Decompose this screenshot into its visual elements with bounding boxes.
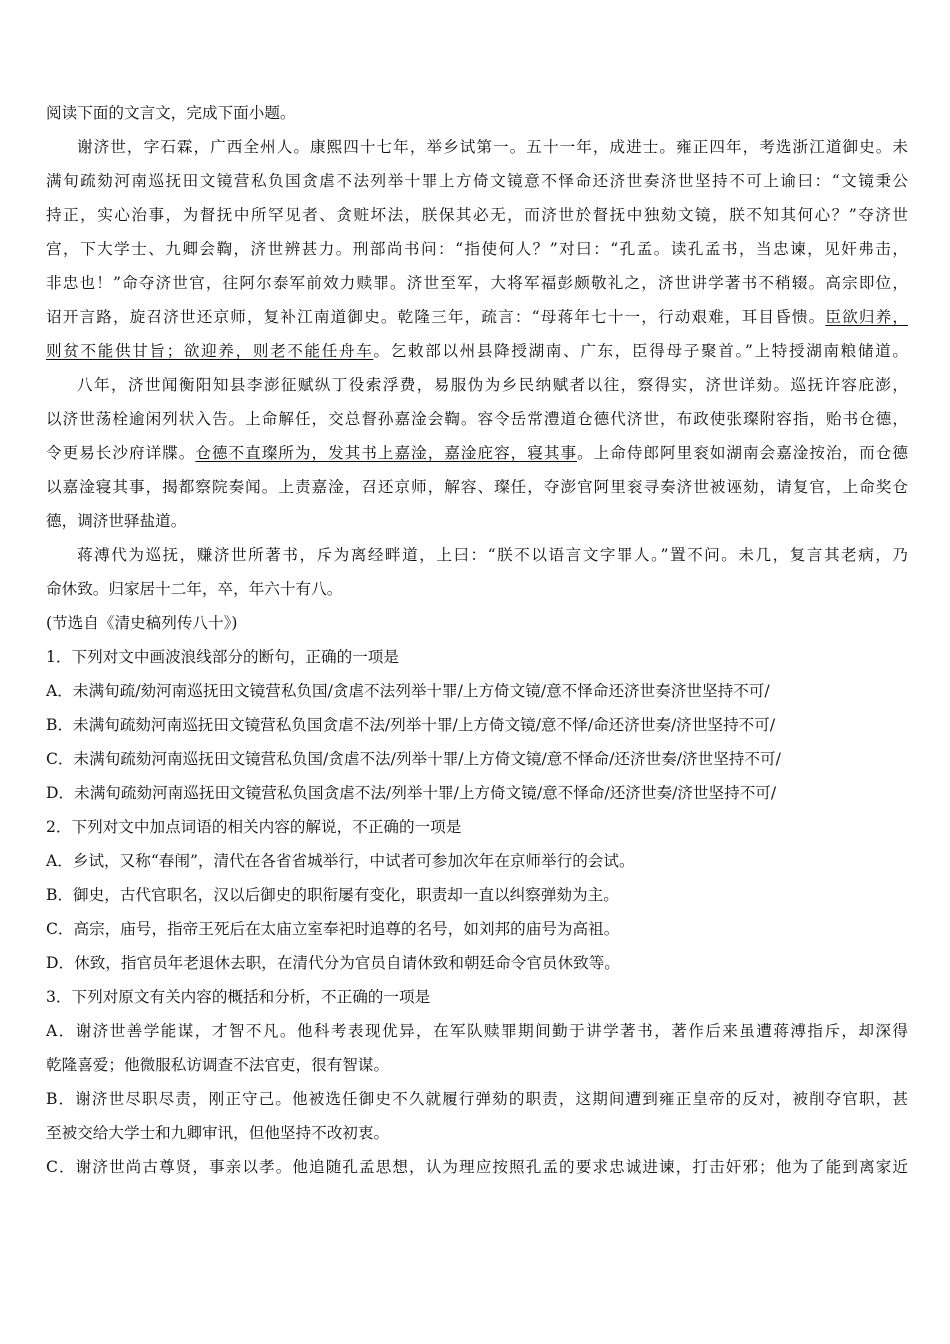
text-line: 命休致。归家居十二年，卒，年六十有八。 (46, 580, 343, 598)
text-segment: 。乞敕部以州县降授湖南、广东，臣得母子聚首。”上特授湖南粮储道。 (373, 342, 908, 360)
question-stem: 2．下列对文中加点词语的相关内容的解说，不正确的一项是 (46, 818, 462, 836)
option-line: 乾隆喜爱；他微服私访调查不法官吏，很有智谋。 (46, 1056, 390, 1074)
text-segment: 令更易长沙府详牒。 (46, 444, 196, 462)
option-c: C．高宗，庙号，指帝王死后在太庙立室奉祀时追尊的名号，如刘邦的庙号为高祖。 (46, 920, 620, 938)
option-line: C．谢济世尚古尊贤，事亲以孝。他追随孔孟思想，认为理应按照孔孟的要求忠诚进谏，打击奸邪；他为了能到离家近 (46, 1158, 908, 1176)
intro-line: 阅读下面的文言文，完成下面小题。 (46, 104, 296, 122)
option-a (46, 1014, 908, 1082)
text-line: 宫，下大学士、九卿会鞫，济世辨甚力。刑部尚书问：“指使何人？”对曰：“孔孟。读孔孟书，当忠谏，见奸弗击， (46, 240, 908, 258)
underlined-sentence: 则贫不能供甘旨；欲迎养，则老不能任舟车 (46, 342, 374, 360)
question-1 (46, 640, 908, 810)
text-line: 非忠也！”命夺济世官，往阿尔泰军前效力赎罪。济世至军，大将军福彭颇敬礼之，济世讲学著书不稍辍。高宗即位， (46, 274, 908, 292)
text-line (46, 300, 908, 334)
option-line: 至被交给大学士和九卿审讯，但他坚持不改初衷。 (46, 1124, 390, 1142)
question-3 (46, 980, 908, 1184)
passage-paragraph-3 (46, 538, 908, 606)
text-line: 满旬疏劾河南巡抚田文镜营私负国贪虐不法列举十罪上方倚文镜意不怿命还济世奏济世坚持不可上谕曰：“文镜秉公 (46, 172, 908, 190)
source-citation: (节选自《清史稿列传八十》) (46, 614, 238, 632)
option-b: B．御史，古代官职名，汉以后御史的职衔屡有变化，职责却一直以纠察弹劾为主。 (46, 886, 619, 904)
option-a: A．未满旬疏/劾河南巡抚田文镜营私负国/贪虐不法列举十罪/上方倚文镜/意不怿命还济世奏济世坚持不可/ (46, 682, 770, 700)
text-line: 持正，实心治事，为督抚中所罕见者、贪赃坏法，朕保其必无，而济世於督抚中独劾文镜，朕不知其何心？”夺济世 (46, 206, 908, 224)
option-c (46, 1150, 908, 1184)
option-d: D．休致，指官员年老退休去职，在清代分为官员自请休致和朝廷命令官员休致等。 (46, 954, 620, 972)
text-segment: 诏开言路，旋召济世还京师，复补江南道御史。乾隆三年，疏言：“母蒋年七十一，行动艰难，耳目昏愦。 (46, 308, 826, 326)
text-line: 以嘉淦寝其事，揭都察院奏闻。上责嘉淦，召还京师，解容、璨任，夺澎官阿里衮寻奏济世被诬劾，请复官，上命奖仓 (46, 478, 908, 496)
option-a: A．乡试，又称“春闱”，清代在各省省城举行，中试者可参加次年在京师举行的会试。 (46, 852, 635, 870)
text-segment: 。上命侍郎阿里衮如湖南会嘉淦按治，而仓德 (577, 444, 908, 462)
question-stem: 3．下列对原文有关内容的概括和分析，不正确的一项是 (46, 988, 431, 1006)
option-line: B．谢济世尽职尽责，刚正守己。他被选任御史不久就履行弹劾的职责，这期间遭到雍正皇帝的反对，被削夺官职，甚 (46, 1090, 908, 1108)
option-d: D．未满旬疏劾河南巡抚田文镜营私负国贪虐不法/列举十罪/上方倚文镜/意不怿命/还济世奏/济世坚持不可/ (46, 784, 777, 802)
passage-paragraph-1 (46, 130, 908, 368)
option-line: A．谢济世善学能谋，才智不凡。他科考表现优异，在军队赎罪期间勤于讲学著书，著作后来虽遭蒋溥指斥，却深得 (46, 1022, 908, 1040)
underlined-sentence: 臣欲归养， (825, 308, 908, 326)
text-line (46, 436, 908, 470)
underlined-sentence: 仓德不直璨所为，发其书上嘉淦，嘉淦庇容，寝其事 (195, 444, 578, 462)
text-line: 德，调济世驿盐道。 (46, 512, 187, 530)
document-page (46, 96, 908, 1184)
text-line: 蒋溥代为巡抚，赚济世所著书，斥为离经畔道，上曰：“朕不以语言文字罪人。”置不问。未几，复言其老病，乃 (77, 546, 908, 564)
option-b: B．未满旬疏劾河南巡抚田文镜营私负国贪虐不法/列举十罪/上方倚文镜/意不怿/命还济世奏/济世坚持不可/ (46, 716, 776, 734)
text-line (46, 334, 908, 368)
question-2 (46, 810, 908, 980)
option-c: C．未满旬疏劾河南巡抚田文镜营私负国/贪虐不法/列举十罪/上方倚文镜/意不怿命/还济世奏/济世坚持不可/ (46, 750, 781, 768)
text-line: 以济世荡栓逾闲列状入告。上命解任，交总督孙嘉淦会鞫。容令岳常澧道仓德代济世，布政使张璨附容指，贻书仓德， (46, 410, 908, 428)
passage-paragraph-2 (46, 368, 908, 538)
text-line: 八年，济世闻衡阳知县李澎征赋纵丁役索浮费，易服伪为乡民纳赋者以往，察得实，济世详劾。巡抚许容庇澎， (77, 376, 908, 394)
option-b (46, 1082, 908, 1150)
text-line: 谢济世，字石霖，广西全州人。康熙四十七年，举乡试第一。五十一年，成进士。雍正四年，考选浙江道御史。未 (77, 138, 908, 156)
question-stem: 1．下列对文中画波浪线部分的断句，正确的一项是 (46, 648, 399, 666)
